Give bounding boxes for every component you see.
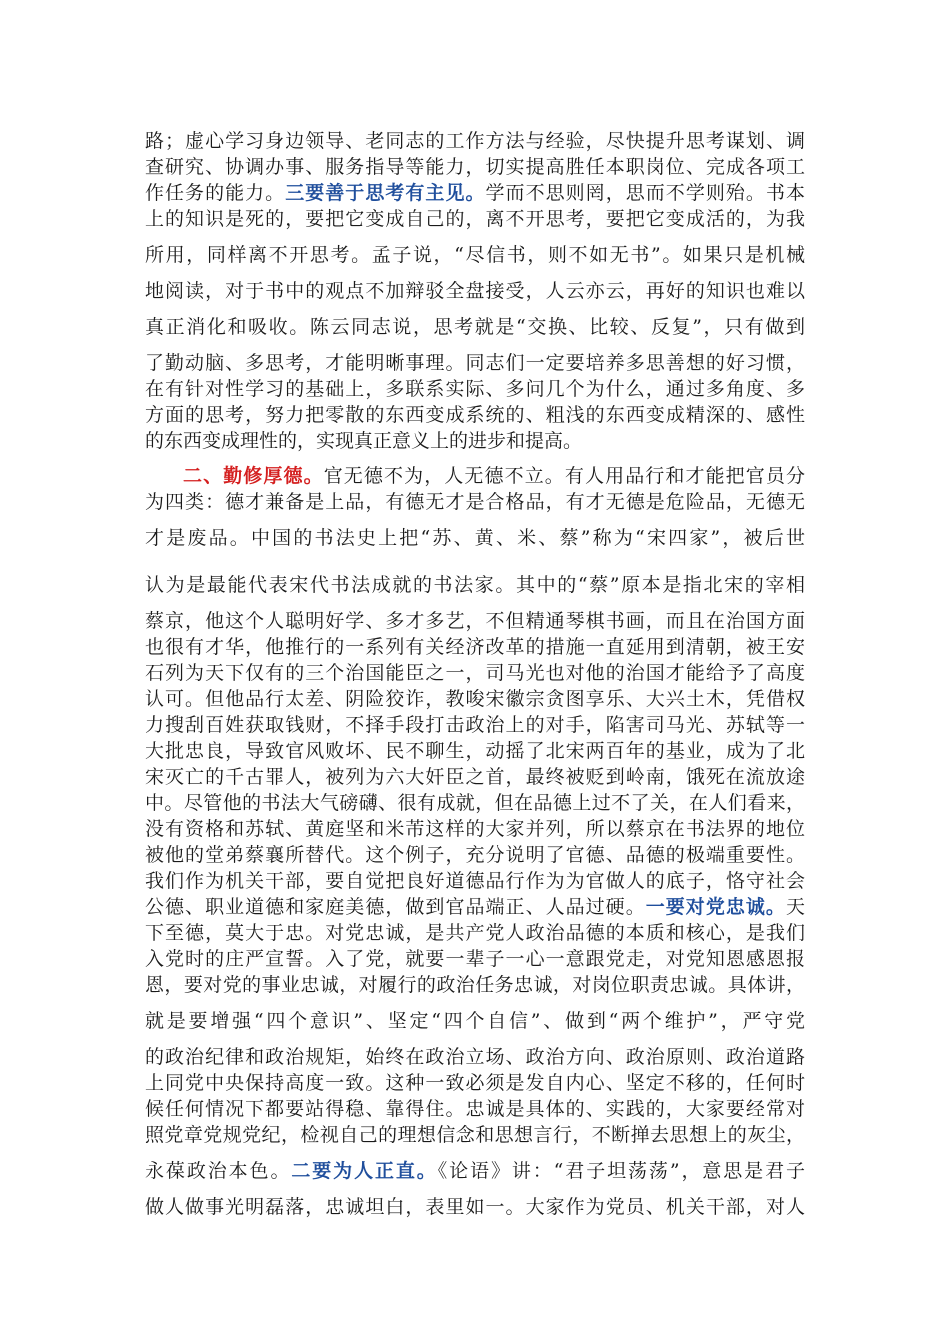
line-text: 路；虚心学习身边领导、老同志的工作方法与经验，尽快提升思考谋划、调 (145, 130, 805, 152)
text-line (145, 572, 805, 598)
text-line (145, 686, 805, 712)
line-text: 被他的堂弟蔡襄所替代。这个例子，充分说明了官德、品德的极端重要性。 (145, 844, 805, 866)
text-line (145, 842, 805, 868)
line-text: 地阅读，对于书中的观点不加辩驳全盘接受，人云亦云，再好的知识也难以 (145, 280, 805, 302)
line-text: 照党章党规党纪，检视自己的理想信念和思想言行，不断掸去思想上的灰尘， (145, 1124, 805, 1146)
line-text: 蔡京，他这个人聪明好学、多才多艺，不但精通琴棋书画，而且在治国方面 (145, 610, 805, 632)
text-line (145, 314, 805, 340)
text-line (145, 1194, 805, 1220)
line-text: 公德、职业道德和家庭美德，做到官品端正、人品过硬。 (145, 896, 646, 918)
line-text: 力搜刮百姓获取钱财，不择手段打击政治上的对手，陷害司马光、苏轼等一 (145, 714, 805, 736)
line-text: 的政治纪律和政治规矩，始终在政治立场、政治方向、政治原则、政治道路 (145, 1046, 805, 1068)
line-text: 也很有才华，他推行的一系列有关经济改革的措施一直延用到清朝，被王安 (145, 636, 805, 658)
text-line (145, 402, 805, 428)
line-text: 查研究、协调办事、服务指导等能力，切实提高胜任本职岗位、完成各项工 (145, 156, 805, 178)
line-text: 中。尽管他的书法大气磅礴、很有成就，但在品德上过不了关，在人们看来， (145, 792, 805, 814)
line-text: 恩，要对党的事业忠诚，对履行的政治任务忠诚，对岗位职责忠诚。具体讲， (145, 974, 805, 996)
line-text: 官无德不为，人无德不立。有人用品行和才能把官员分 (323, 465, 805, 487)
line-text: 真正消化和吸收。陈云同志说，思考就是“交换、比较、反复”，只有做到 (145, 316, 805, 338)
line-text: 所用，同样离不开思考。孟子说，“尽信书，则不如无书”。如果只是机械 (145, 244, 805, 266)
line-text: 了勤动脑、多思考，才能明晰事理。同志们一定要培养多思善想的好习惯， (145, 352, 805, 374)
line-text: 宋灭亡的千古罪人，被列为六大奸臣之首，最终被贬到岭南，饿死在流放途 (145, 766, 805, 788)
line-text: 下至德，莫大于忠。对党忠诚，是共产党人政治品德的本质和核心，是我们 (145, 922, 805, 944)
text-line (145, 1096, 805, 1122)
line-text: 上同党中央保持高度一致。这种一致必须是发自内心、坚定不移的，任何时 (145, 1072, 805, 1094)
line-text: 天 (785, 896, 805, 918)
text-line (145, 712, 805, 738)
line-text: 我们作为机关干部，要自觉把良好道德品行作为为官做人的底子，恪守社会 (145, 870, 805, 892)
line-text: 的东西变成理性的，实现真正意义上的进步和提高。 (145, 430, 583, 452)
line-text: 永葆政治本色。 (145, 1160, 292, 1182)
text-line (145, 242, 805, 268)
text-line (145, 790, 805, 816)
line-text: 作任务的能力。 (145, 182, 286, 204)
line-text: 大批忠良，导致官风败坏、民不聊生，动摇了北宋两百年的基业，成为了北 (145, 740, 805, 762)
line-text: 就是要增强“四个意识”、坚定“四个自信”、做到“两个维护”，严守党 (145, 1010, 805, 1032)
text-line (145, 634, 805, 660)
line-text: 上的知识是死的，要把它变成自己的，离不开思考，要把它变成活的，为我 (145, 208, 805, 230)
highlighted-heading: 二要为人正直。 (291, 1160, 438, 1182)
line-text: 候任何情况下都要站得稳、靠得住。忠诚是具体的、实践的，大家要经常对 (145, 1098, 805, 1120)
line-text: 认可。但他品行太差、阴险狡诈，教唆宋徽宗贪图享乐、大兴土木，凭借权 (145, 688, 805, 710)
line-text: 认为是最能代表宋代书法成就的书法家。其中的“蔡”原本是指北宋的宰相 (145, 574, 805, 596)
line-text: 没有资格和苏轼、黄庭坚和米芾这样的大家并列，所以蔡京在书法界的地位 (145, 818, 805, 840)
line-text: 在有针对性学习的基础上，多联系实际、多问几个为什么，通过多角度、多 (145, 378, 805, 400)
text-line (145, 154, 805, 180)
line-text: 方面的思考，努力把零散的东西变成系统的、粗浅的东西变成精深的、感性 (145, 404, 805, 426)
highlighted-heading: 二、勤修厚德。 (183, 465, 324, 487)
text-line (145, 868, 805, 894)
text-line (145, 608, 805, 634)
text-line (145, 1158, 805, 1184)
highlighted-heading: 三要善于思考有主见。 (285, 182, 486, 204)
line-text: 《论语》讲：“君子坦荡荡”，意思是君子 (437, 1160, 805, 1182)
text-line (145, 376, 805, 402)
text-line (145, 1044, 805, 1070)
text-line (145, 180, 805, 206)
text-line (145, 946, 805, 972)
text-line (145, 1122, 805, 1148)
highlighted-heading: 一要对党忠诚。 (645, 896, 786, 918)
text-line (145, 920, 805, 946)
text-line (145, 972, 805, 998)
text-line (145, 278, 805, 304)
line-text: 石列为天下仅有的三个治国能臣之一，司马光也对他的治国才能给予了高度 (145, 662, 805, 684)
text-line (145, 525, 805, 551)
text-line (145, 428, 805, 454)
text-line (145, 128, 805, 154)
line-text: 做人做事光明磊落，忠诚坦白，表里如一。大家作为党员、机关干部，对人 (145, 1196, 805, 1218)
text-line (145, 206, 805, 232)
line-text: 学而不思则罔，思而不学则殆。书本 (485, 182, 805, 204)
text-line (145, 1008, 805, 1034)
line-text: 才是废品。中国的书法史上把“苏、黄、米、蔡”称为“宋四家”，被后世 (145, 527, 805, 549)
text-line (145, 1070, 805, 1096)
line-text: 为四类：德才兼备是上品，有德无才是合格品，有才无德是危险品，无德无 (145, 491, 805, 513)
text-line (145, 894, 805, 920)
text-line (145, 738, 805, 764)
text-line (145, 350, 805, 376)
text-line (145, 489, 805, 515)
text-line (183, 463, 805, 489)
line-text: 入党时的庄严宣誓。入了党，就要一辈子一心一意跟党走，对党知恩感恩报 (145, 948, 805, 970)
text-line (145, 764, 805, 790)
text-line (145, 660, 805, 686)
text-line (145, 816, 805, 842)
